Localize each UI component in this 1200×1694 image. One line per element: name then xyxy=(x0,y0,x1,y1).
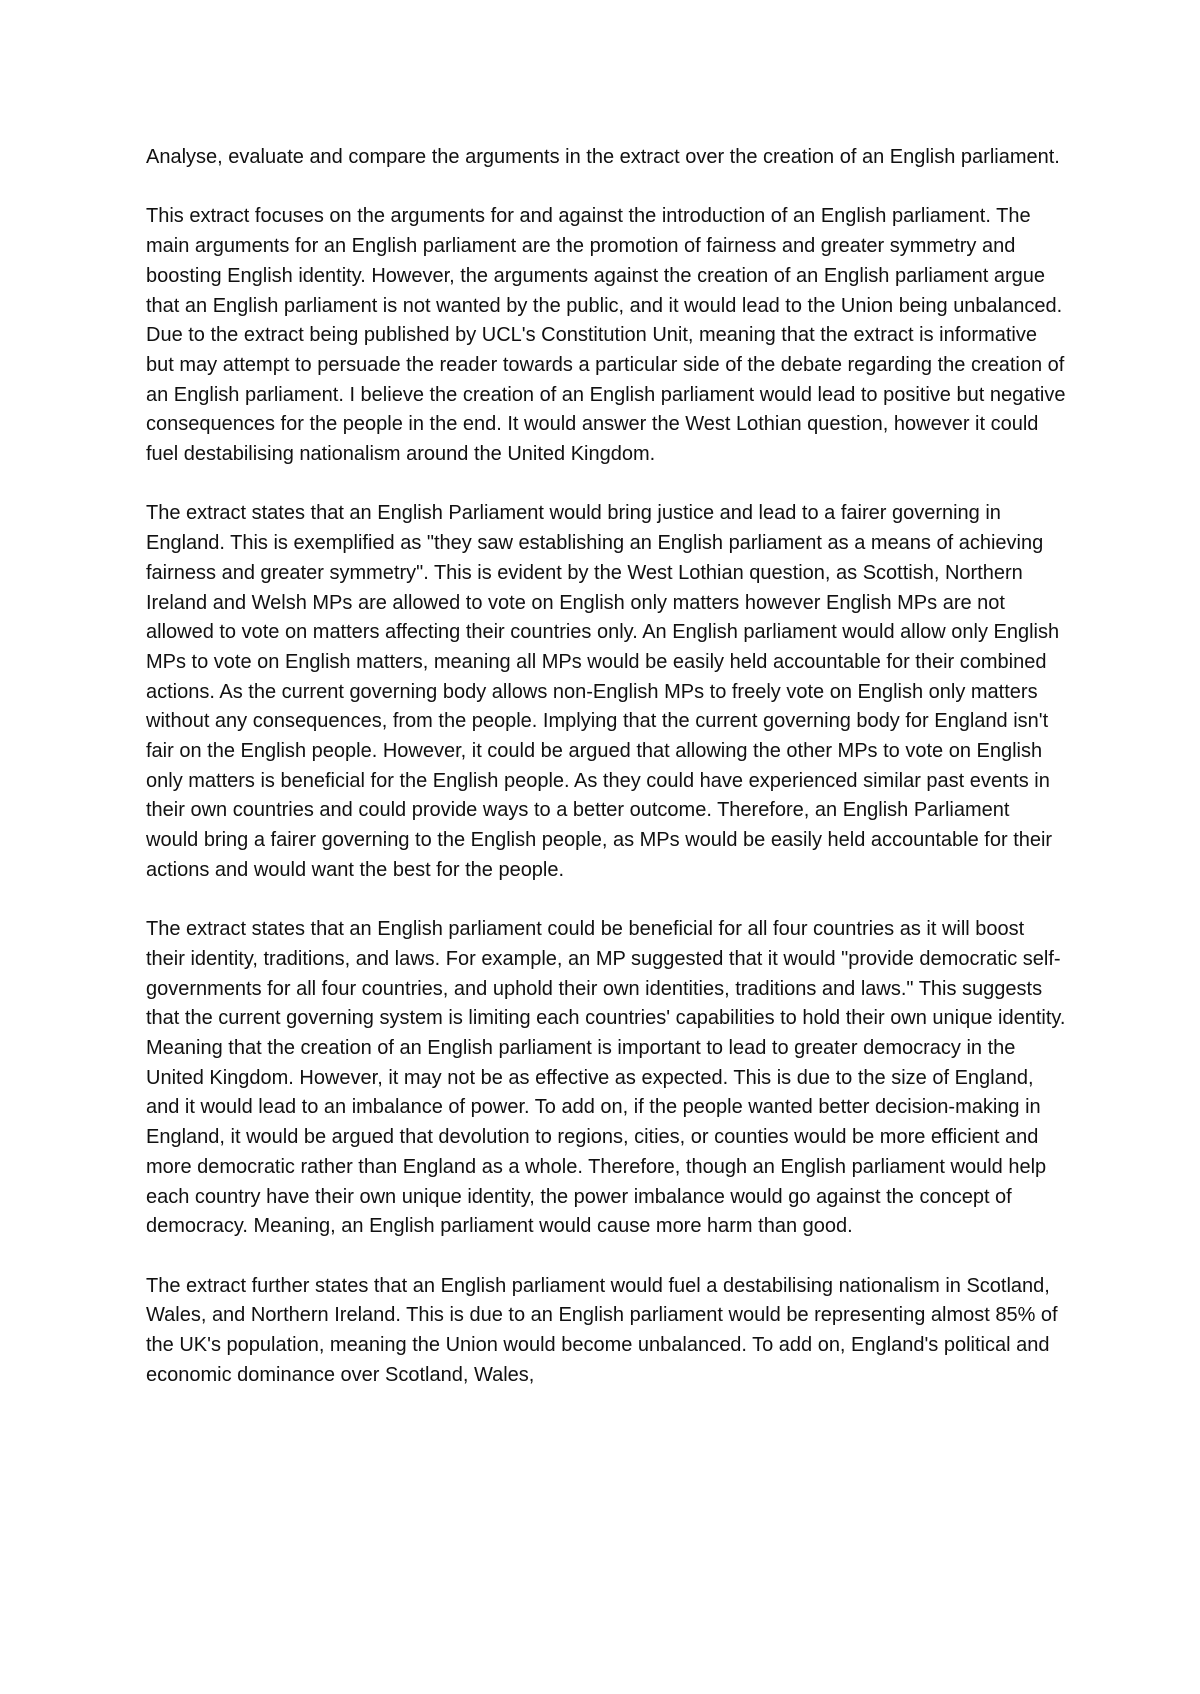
document-body xyxy=(146,143,1066,1420)
question-paragraph: Analyse, evaluate and compare the arguments in the extract over the creation of an English parliament. xyxy=(146,146,1060,168)
introduction-paragraph: This extract focuses on the arguments for and against the introduction of an English parliament. The main arguments for an English parliament are the promotion of fairness and greater symmetry and boosting English identity. However, the arguments against the creation of an English parliament argue that an English parliament is not wanted by the public, and it would lead to the Union being unbalanced. Due to the extract being published by UCL's Constitution Unit, meaning that the extract is informative but may attempt to persuade the reader towards a particular side of the debate regarding the creation of an English parliament. I believe the creation of an English parliament would lead to positive but negative consequences for the people in the end. It would answer the West Lothian question, however it could fuel destabilising nationalism around the United Kingdom. xyxy=(146,205,1066,466)
fairness-paragraph: The extract states that an English Parliament would bring justice and lead to a fairer governing in England. This is exemplified as "they saw establishing an English parliament as a means of achieving fairness and greater symmetry". This is evident by the West Lothian question, as Scottish, Northern Ireland and Welsh MPs are allowed to vote on English only matters however English MPs are not allowed to vote on matters affecting their countries only. An English parliament would allow only English MPs to vote on English matters, meaning all MPs would be easily held accountable for their combined actions. As the current governing body allows non-English MPs to freely vote on English only matters without any consequences, from the people. Implying that the current governing body for England isn't fair on the English people. However, it could be argued that allowing the other MPs to vote on English only matters is beneficial for the English people. As they could have experienced similar past events in their own countries and could provide ways to a better outcome. Therefore, an English Parliament would bring a fairer governing to the English people, as MPs would be easily held accountable for their actions and would want the best for the people. xyxy=(146,502,1060,881)
identity-paragraph: The extract states that an English parliament could be beneficial for all four countries as it will boost their identity, traditions, and laws. For example, an MP suggested that it would "provide democratic self-governments for all four countries, and uphold their own identities, traditions and laws." This suggests that the current governing system is limiting each countries' capabilities to hold their own unique identity. Meaning that the creation of an English parliament is important to lead to greater democracy in the United Kingdom. However, it may not be as effective as expected. This is due to the size of England, and it would lead to an imbalance of power. To add on, if the people wanted better decision-making in England, it would be argued that devolution to regions, cities, or counties would be more efficient and more democratic rather than England as a whole. Therefore, though an English parliament would help each country have their own unique identity, the power imbalance would go against the concept of democracy. Meaning, an English parliament would cause more harm than good. xyxy=(146,918,1066,1238)
nationalism-paragraph: The extract further states that an English parliament would fuel a destabilising nationalism in Scotland, Wales, and Northern Ireland. This is due to an English parliament would be representing almost 85% of the UK's population, meaning the Union would become unbalanced. To add on, England's political and economic dominance over Scotland, Wales, xyxy=(146,1274,1058,1386)
